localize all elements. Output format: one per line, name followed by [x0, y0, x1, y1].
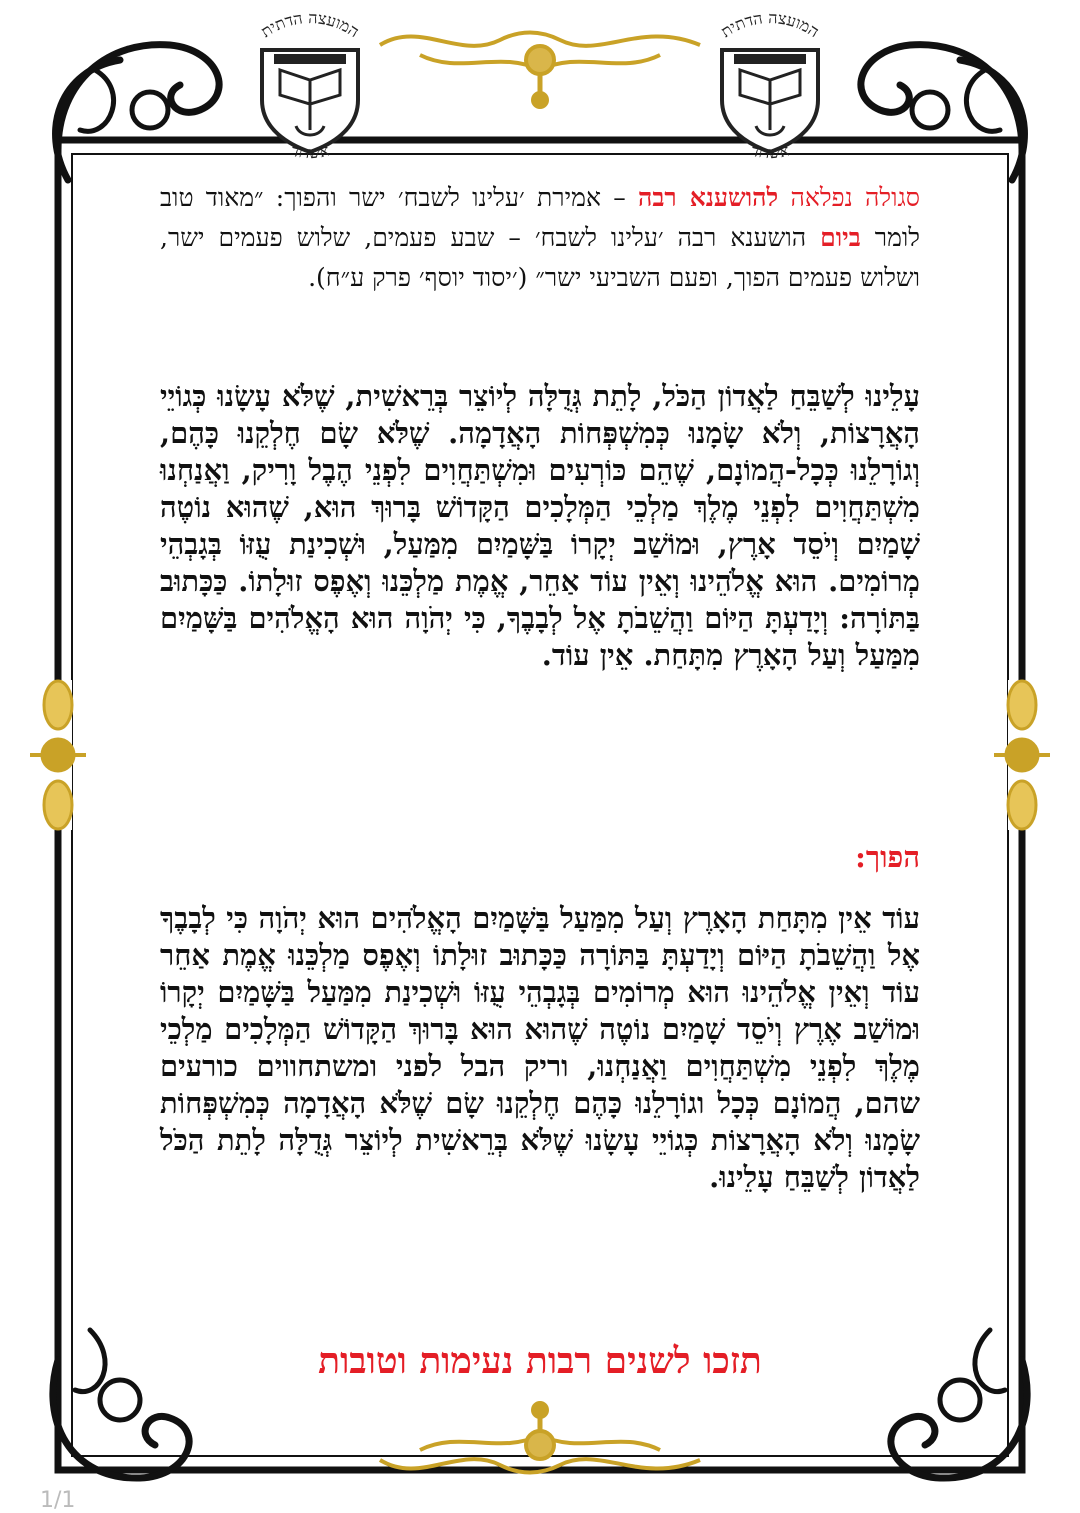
intro-lead: סגולה נפלאה	[790, 183, 920, 212]
corner-ornament-top-right	[861, 45, 1025, 180]
frame-border	[58, 140, 1022, 1470]
intro-day-word: ביום	[820, 223, 861, 252]
page-indicator: 1/1	[40, 1488, 76, 1513]
gold-ornament-left	[30, 680, 86, 830]
emblem-council-name-left: המועצה הדתית	[257, 7, 363, 42]
gold-flourish-top	[380, 33, 700, 108]
intro-highlight: להושענא רבה	[637, 183, 779, 212]
reverse-prayer-text: עוֹד אֵין מִתָּחַת הָאָרֶץ וְעַל מִמַּעַל בַּשָּׁמַיִם הָאֱלֹהִים הוּא יְהֹוָה כִּי לְבָבֶךָ אֶל וַהֲשֵׁבֹתָ הַיּוֹם וְיָדַעְתָּ בַּתּוֹרָה כַּכָּתוּב זוּלָתוֹ וְאֶפֶס מַלְכֵּנוּ אֱמֶת אַחֵר עוֹד וְאֵין אֱלֹהֵינוּ הוּא מְרוֹמִים בְּגָבְהֵי עֻזּוֹ וּשְׁכִינַת מִמַּעַל בַּשָּׁמַיִם יְקָרוֹ וּמוֹשַׁב אֶרֶץ וְיֹסֵד שָׁמַיִם נוֹטֶה שֶׁהוּא הוּא בָּרוּךְ הַקָּדוֹשׁ הַמְּלָכִים מַלְכֵי מֶלֶךְ לִפְנֵי מִשְׁתַּחֲוִים וַאֲנַחְנוּ, וריק הבל לפני ומשתחווים כורעים שהם, הֲמוֹנָם כְּכָל וגוֹרָלֵנוּ כָּהֶם חֶלְקֵנוּ שָׂם שֶׁלֹּא הָאֲדָמָה כְּמִשְׁפְּחוֹת שָׂמָנוּ וְלֹא הָאֲרָצוֹת כְּגוֹיֵי עָשָׂנוּ שֶׁלֹּא בְּרֵאשִׁית לְיוֹצֵר גְּדֻלָּה לָתֵת הַכֹּל לַאֲדוֹן לְשַׁבֵּחַ עָלֵינוּ.	[160, 901, 920, 1194]
reverse-heading: הפוך:	[855, 840, 920, 874]
corner-ornament-top-left	[56, 45, 220, 180]
emblem-city-name-left: אשדוד	[289, 140, 331, 163]
intro-part1: – אמירת ׳עלינו לשבח׳ ישר והפוך: ״מאוד טוב לומר	[160, 183, 920, 252]
emblem-council-name-right: המועצה הדתית	[717, 7, 823, 42]
emblem-city-name-right: אשדוד	[749, 140, 791, 163]
gold-ornament-right	[994, 680, 1050, 830]
intro-part2: הושענא רבה ׳עלינו לשבח׳ – שבע פעמים, שלוש פעמים ישר, ושלוש פעמים הפוך, ופעם השביעי ישר״ (׳יסוד יוסף׳ פרק ע״ח).	[160, 223, 920, 292]
closing-blessing: תזכו לשנים רבות נעימות וטובות	[318, 1340, 762, 1382]
prayer-text: עָלֵינוּ לְשַׁבֵּחַ לַאֲדוֹן הַכֹּל, לָתֵת גְּדֻלָּה לְיוֹצֵר בְּרֵאשִׁית, שֶׁלֹּא עָשָׂנוּ כְּגוֹיֵי הָאֲרָצוֹת, וְלֹא שָׂמָנוּ כְּמִשְׁפְּחוֹת הָאֲדָמָה. שֶׁלֹּא שָׂם חֶלְקֵנוּ כָּהֶם, וְגוֹרָלֵנוּ כְּכָל-הֲמוֹנָם, שֶׁהֵם כּוֹרְעִים וּמִשְׁתַּחֲוִים לִפְנֵי הֶבֶל וָרִיק, וַאֲנַחְנוּ מִשְׁתַּחֲוִים לִפְנֵי מֶלֶךְ מַלְכֵי הַמְּלָכִים הַקָּדוֹשׁ בָּרוּךְ הוּא, שֶׁהוּא נוֹטֶה שָׁמַיִם וְיֹסֵד אָרֶץ, וּמוֹשַׁב יְקָרוֹ בַּשָּׁמַיִם מִמַּעַל, וּשְׁכִינַת עֻזּוֹ בְּגָבְהֵי מְרוֹמִים. הוּא אֱלֹהֵינוּ וְאֵין עוֹד אַחֵר, אֱמֶת מַלְכֵּנוּ וְאֶפֶס זוּלָתוֹ. כַּכָּתוּב בַּתּוֹרָה: וְיָדַעְתָּ הַיּוֹם וַהֲשֵׁבֹתָ אֶל לְבָבֶךָ, כִּי יְהֹוָה הוּא הָאֱלֹהִים בַּשָּׁמַיִם מִמַּעַל וְעַל הָאָרֶץ מִתָּחַת. אֵין עוֹד.	[160, 379, 920, 672]
gold-flourish-bottom	[380, 1403, 700, 1473]
intro-paragraph	[160, 178, 920, 298]
